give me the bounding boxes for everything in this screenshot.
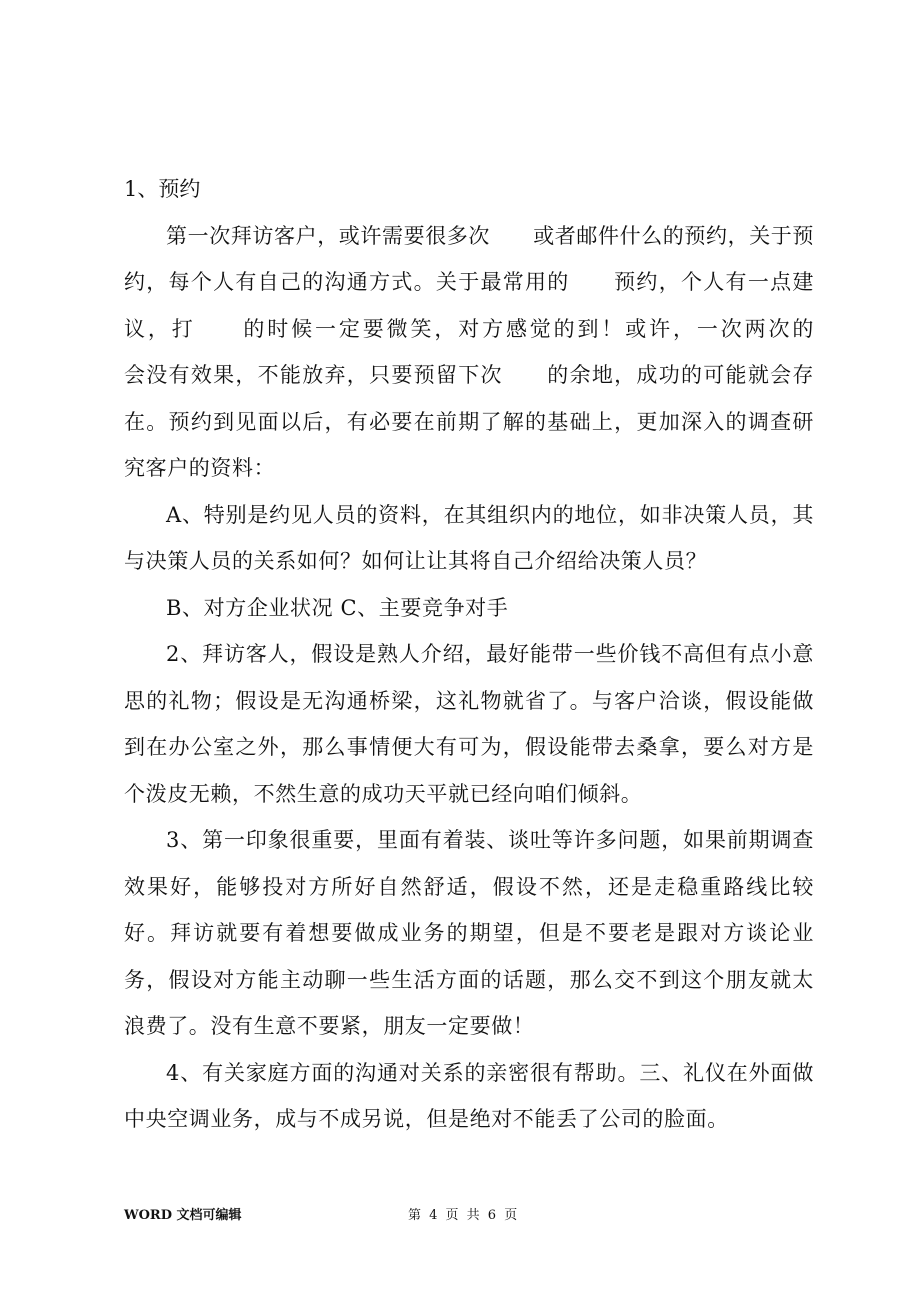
page-footer xyxy=(0,1204,920,1226)
paragraph-appointment: 第一次拜访客户，或许需要很多次 或者邮件什么的预约，关于预约，每个人有自己的沟通方式。关于最常用的 预约，个人有一点建议，打 的时候一定要微笑，对方感觉的到！或许，一次两次的 会没有效果，不能放弃，只要预留下次 的余地，成功的可能就会存在。预约到见面以后，有必要在前期了解的基础上，更加深入的调查研究客户的资料： xyxy=(124,223,858,480)
paragraph-point-3: 3、第一印象很重要，里面有着装、谈吐等许多问题，如果前期调查效果好，能够投对方所好自然舒适，假设不然，还是走稳重路线比较好。拜访就要有着想要做成业务的期望，但是不要老是跟对方谈论业务，假设对方能主动聊一些生活方面的话题，那么交不到这个朋友就太浪费了。没有生意不要紧，朋友一定要做！ xyxy=(124,828,814,1038)
footer-editable-label: WORD 文档可编辑 xyxy=(124,1208,242,1223)
paragraph-item-a: A、特别是约见人员的资料，在其组织内的地位，如非决策人员，其与决策人员的关系如何？如何让让其将自己介绍给决策人员？ xyxy=(124,502,814,573)
paragraph-item-b-c: B、对方企业状况 C、主要竞争对手 xyxy=(166,595,509,620)
paragraph-point-4: 4、有关家庭方面的沟通对关系的亲密很有帮助。三、礼仪在外面做中央空调业务，成与不成另说，但是绝对不能丢了公司的脸面。 xyxy=(124,1060,814,1131)
paragraph-point-2: 2、拜访客人，假设是熟人介绍，最好能带一些价钱不高但有点小意思的礼物；假设是无沟通桥梁，这礼物就省了。与客户洽谈，假设能做到在办公室之外，那么事情便大有可为，假设能带去桑拿，要么对方是个泼皮无赖，不然生意的成功天平就已经向咱们倾斜。 xyxy=(124,642,814,806)
section-heading: 1、预约 xyxy=(124,177,201,201)
footer-page-number: 第 4 页 共 6 页 xyxy=(408,1208,520,1223)
document-body xyxy=(124,166,858,1143)
